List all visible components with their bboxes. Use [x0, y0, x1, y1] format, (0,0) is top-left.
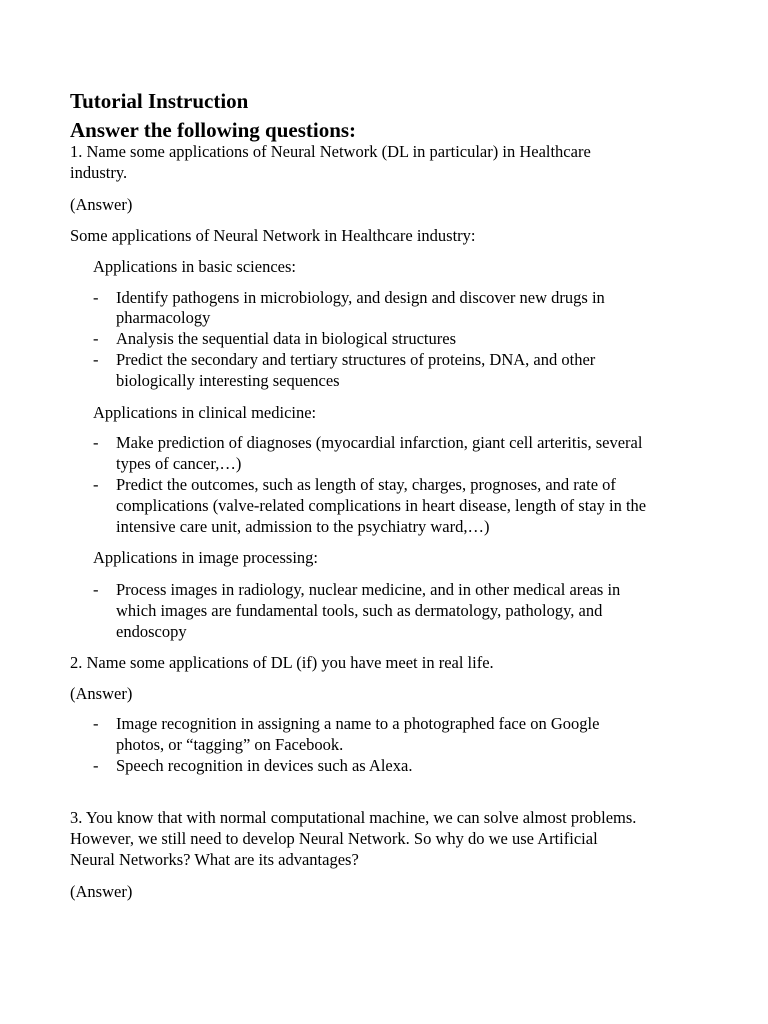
list-dash: - — [93, 350, 99, 369]
image-item-1-line-1: Process images in radiology, nuclear medicine, and in other medical areas in — [116, 580, 621, 599]
list-dash: - — [93, 475, 99, 494]
basic-sciences-heading: Applications in basic sciences: — [93, 257, 296, 276]
question-3-line-3: Neural Networks? What are its advantages? — [70, 850, 359, 869]
question-1-line-1: 1. Name some applications of Neural Network (DL in particular) in Healthcare — [70, 142, 591, 161]
real-life-item-1-line-1: Image recognition in assigning a name to a photographed face on Google — [116, 714, 600, 733]
question-3-line-1: 3. You know that with normal computational machine, we can solve almost problems. — [70, 808, 637, 827]
basic-item-1-line-1: Identify pathogens in microbiology, and design and discover new drugs in — [116, 288, 605, 307]
question-1-answer-label: (Answer) — [70, 195, 133, 214]
list-dash: - — [93, 329, 99, 348]
real-life-item-2: Speech recognition in devices such as Alexa. — [116, 756, 413, 775]
image-item-1-line-2: which images are fundamental tools, such as dermatology, pathology, and — [116, 601, 603, 620]
real-life-item-1-line-2: photos, or “tagging” on Facebook. — [116, 735, 344, 754]
clinical-item-2-line-3: intensive care unit, admission to the psychiatry ward,…) — [116, 517, 490, 536]
basic-item-2: Analysis the sequential data in biological structures — [116, 329, 456, 348]
list-dash: - — [93, 433, 99, 452]
basic-item-3-line-2: biologically interesting sequences — [116, 371, 340, 390]
question-1-line-2: industry. — [70, 163, 128, 182]
question-2-line-1: 2. Name some applications of DL (if) you have meet in real life. — [70, 653, 494, 672]
clinical-item-2-line-1: Predict the outcomes, such as length of stay, charges, prognoses, and rate of — [116, 475, 616, 494]
list-dash: - — [93, 288, 99, 307]
list-dash: - — [93, 714, 99, 733]
doc-title: Tutorial Instruction — [70, 89, 249, 113]
list-dash: - — [93, 580, 99, 599]
basic-item-1-line-2: pharmacology — [116, 308, 211, 327]
image-item-1-line-3: endoscopy — [116, 622, 187, 641]
basic-item-3-line-1: Predict the secondary and tertiary structures of proteins, DNA, and other — [116, 350, 596, 369]
clinical-medicine-heading: Applications in clinical medicine: — [93, 403, 317, 422]
image-processing-heading: Applications in image processing: — [93, 548, 318, 567]
doc-subtitle: Answer the following questions: — [70, 118, 357, 142]
list-dash: - — [93, 756, 99, 775]
question-2-answer-label: (Answer) — [70, 684, 133, 703]
question-3-line-2: However, we still need to develop Neural Network. So why do we use Artificial — [70, 829, 598, 848]
question-1-intro: Some applications of Neural Network in Healthcare industry: — [70, 226, 476, 245]
question-3-answer-label: (Answer) — [70, 882, 133, 901]
clinical-item-1-line-2: types of cancer,…) — [116, 454, 242, 473]
clinical-item-2-line-2: complications (valve-related complications in heart disease, length of stay in the — [116, 496, 647, 515]
clinical-item-1-line-1: Make prediction of diagnoses (myocardial infarction, giant cell arteritis, several — [116, 433, 643, 452]
